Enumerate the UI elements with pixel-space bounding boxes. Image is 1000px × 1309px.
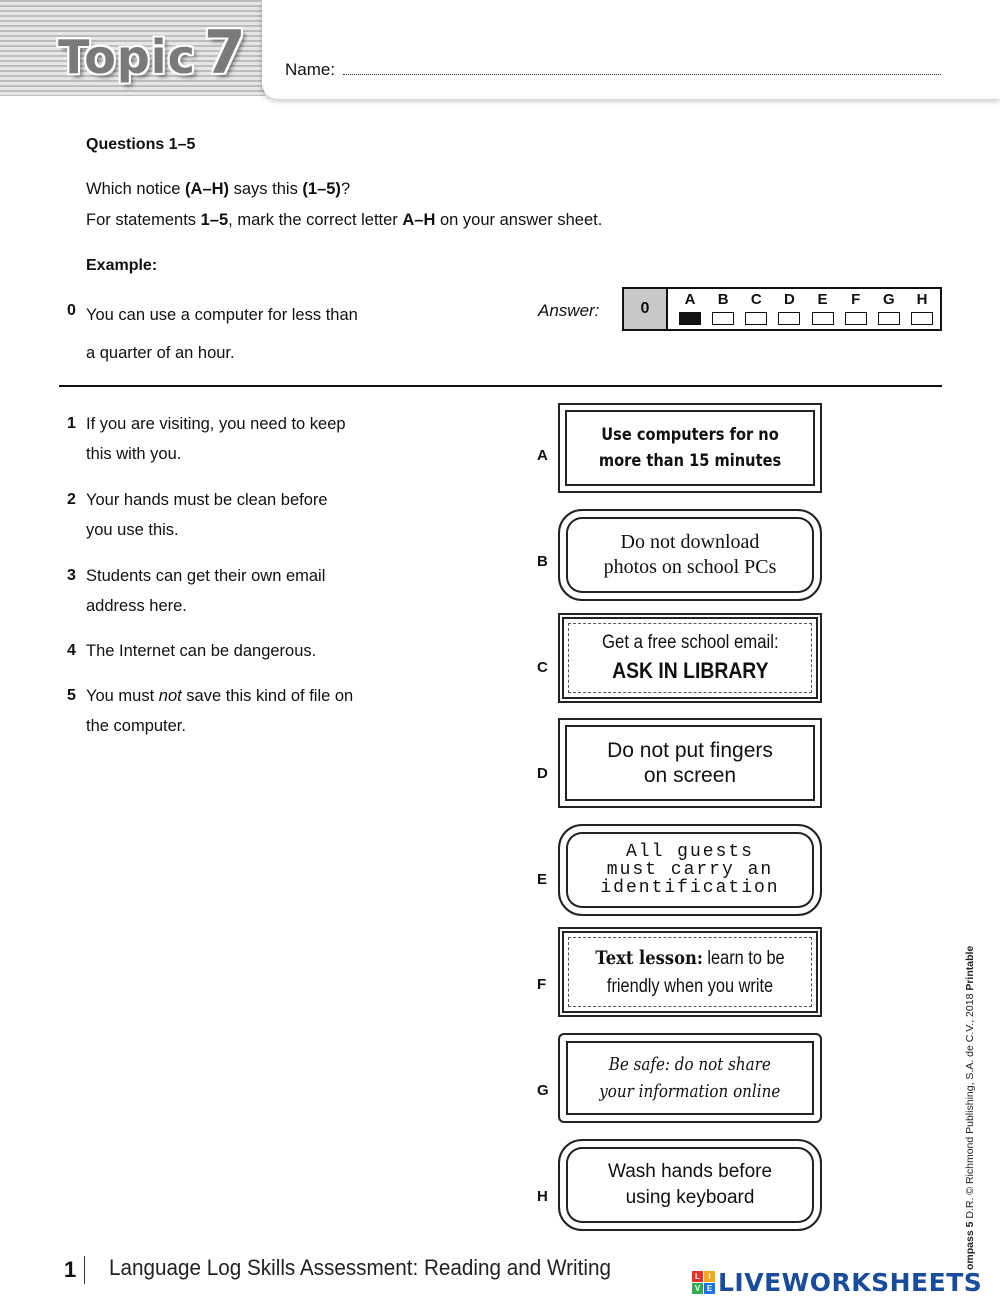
notice-e-letter: E [537, 871, 548, 888]
name-input-line[interactable] [343, 74, 941, 75]
answer-checkbox-a[interactable] [679, 312, 701, 325]
question-5-text: You must not save this kind of file on the computer. [86, 687, 354, 735]
answer-option-f[interactable]: F [844, 291, 868, 329]
question-5-number: 5 [67, 687, 76, 704]
notice-c-letter: C [537, 659, 548, 676]
notice-b: Do not download photos on school PCs [558, 509, 822, 601]
answer-checkbox-b[interactable] [712, 312, 734, 325]
liveworksheets-text: LIVEWORKSHEETS [718, 1268, 983, 1297]
liveworksheets-mark-icon: L I V E [692, 1271, 715, 1294]
answer-checkbox-g[interactable] [878, 312, 900, 325]
answer-checkbox-h[interactable] [911, 312, 933, 325]
name-label: Name: [285, 60, 336, 79]
answer-checkbox-e[interactable] [812, 312, 834, 325]
example-text: You can use a computer for less than a quarter of an hour. [86, 306, 358, 362]
notice-b-letter: B [537, 553, 548, 570]
answer-label: Answer: [538, 301, 600, 320]
question-3-text: Students can get their own email address here. [86, 567, 326, 615]
notice-e: All guests must carry an identification [558, 824, 822, 916]
copyright-notice: ompass 5 D.R. © Richmond Publishing, S.A. de C.V., 2018 Printable [964, 945, 976, 1270]
answer-option-h[interactable]: H [910, 291, 934, 329]
answer-checkbox-c[interactable] [745, 312, 767, 325]
liveworksheets-logo[interactable] [692, 1268, 982, 1297]
notice-h-letter: H [537, 1188, 548, 1205]
answer-checkbox-f[interactable] [845, 312, 867, 325]
question-4-text: The Internet can be dangerous. [86, 642, 317, 660]
answer-option-d[interactable]: D [777, 291, 801, 329]
answer-option-e[interactable]: E [811, 291, 835, 329]
answer-number: 0 [624, 289, 668, 329]
notice-g: Be safe: do not share your information online [558, 1033, 822, 1123]
footer-separator [84, 1256, 85, 1284]
name-tab [262, 0, 1000, 99]
notice-a: Use computers for no more than 15 minutes [558, 403, 822, 493]
notice-a-letter: A [537, 447, 548, 464]
answer-options [668, 289, 940, 329]
section-divider [59, 385, 942, 387]
instruction-line-1: Which notice (A–H) says this (1–5)? [86, 180, 351, 198]
notice-d-letter: D [537, 765, 548, 782]
page-number: 1 [64, 1257, 77, 1282]
notice-f-letter: F [537, 976, 547, 993]
question-2-text: Your hands must be clean before you use this. [86, 491, 328, 539]
topic-title: Topic 7 [58, 18, 247, 88]
instruction-line-2: For statements 1–5, mark the correct letter A–H on your answer sheet. [86, 211, 603, 229]
example-number: 0 [67, 302, 76, 319]
notice-g-letter: G [537, 1082, 549, 1099]
footer-title: Language Log Skills Assessment: Reading and Writing [109, 1255, 611, 1280]
answer-option-c[interactable]: C [744, 291, 768, 329]
answer-option-g[interactable]: G [877, 291, 901, 329]
example-answer-box [622, 287, 942, 331]
question-1-text: If you are visiting, you need to keep this with you. [86, 415, 346, 463]
answer-checkbox-d[interactable] [778, 312, 800, 325]
question-2-number: 2 [67, 491, 76, 508]
notice-h: Wash hands before using keyboard [558, 1139, 822, 1231]
question-1-number: 1 [67, 415, 76, 432]
question-4-number: 4 [67, 642, 76, 659]
notice-d: Do not put fingers on screen [558, 718, 822, 808]
answer-option-a[interactable]: A [678, 291, 702, 329]
notice-c: Get a free school email: ASK IN LIBRARY [558, 613, 822, 703]
answer-option-b[interactable]: B [711, 291, 735, 329]
questions-heading: Questions 1–5 [86, 136, 196, 153]
example-heading: Example: [86, 257, 158, 274]
notice-f: Text lesson: learn to be friendly when you write [558, 927, 822, 1017]
question-3-number: 3 [67, 567, 76, 584]
